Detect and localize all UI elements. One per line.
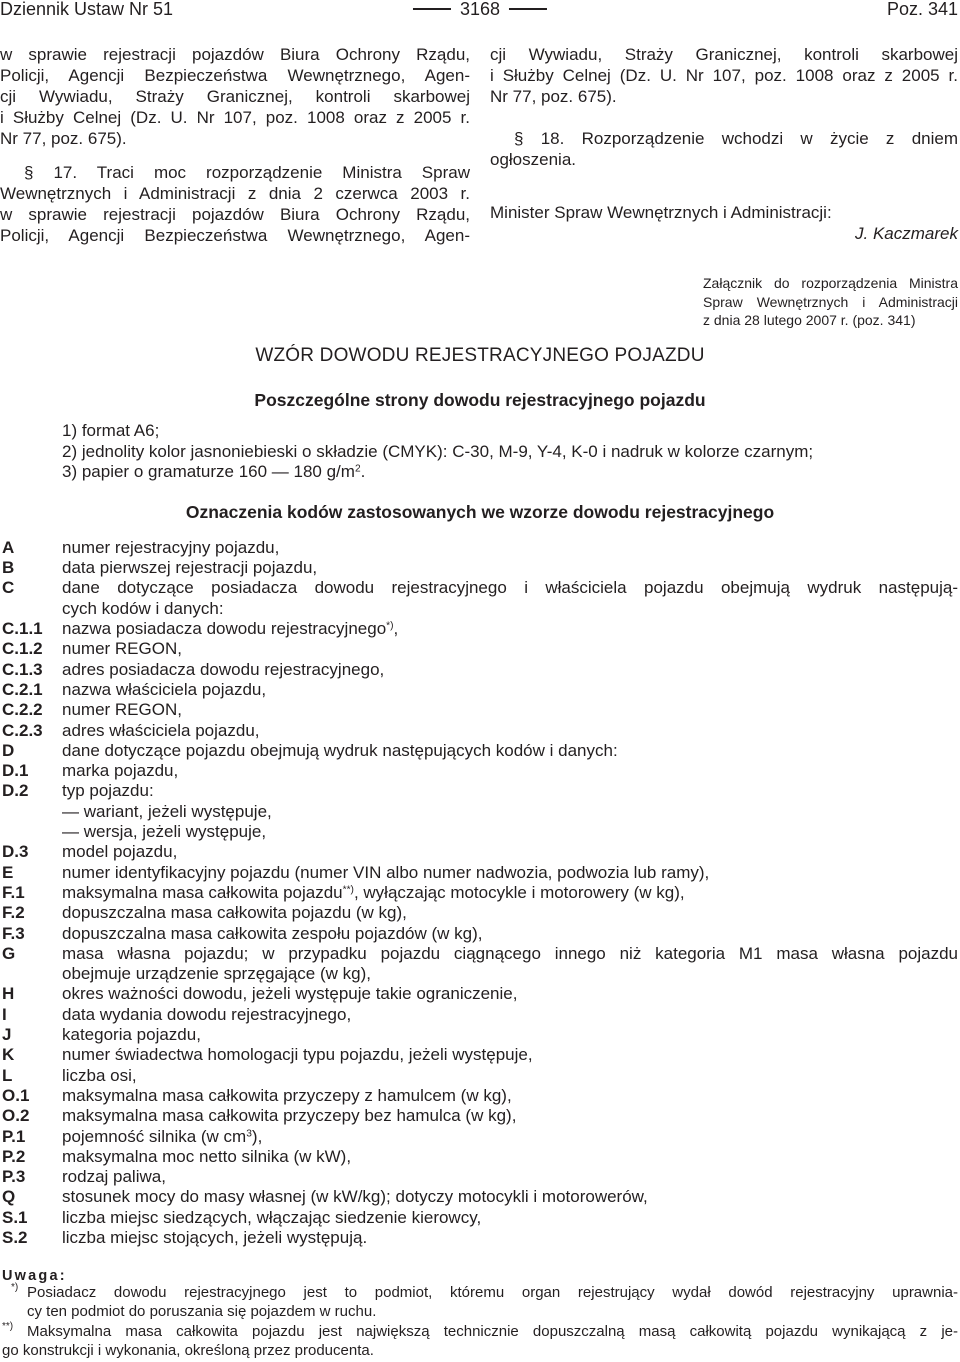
code-description: [62, 924, 958, 944]
code-description: [62, 538, 958, 558]
code-description: [62, 1187, 958, 1207]
paragraph-17: § 17. Traci moc rozporządzenie Ministra Spraw: [24, 162, 470, 182]
notes-label: Uwaga:: [2, 1268, 67, 1284]
code-description-text: adres posiadacza dowodu rejestracyjnego,: [62, 659, 385, 679]
column-right: [490, 44, 958, 244]
code-label: C.2.3: [2, 720, 43, 740]
code-item: [0, 619, 960, 639]
code-label: J: [2, 1025, 12, 1045]
code-label: C.1.1: [2, 619, 43, 639]
document-title: WZÓR DOWODU REJESTRACYJNEGO POJAZDU: [255, 345, 705, 366]
code-label: P.3: [2, 1167, 26, 1187]
position-number: Poz. 341: [886, 0, 958, 19]
code-description: [62, 1025, 958, 1045]
code-description-text: dopuszczalna masa całkowita zespołu pojazdów (w kg),: [62, 923, 483, 943]
code-item: [0, 721, 960, 741]
code-description: [62, 721, 958, 741]
page-header: [0, 0, 960, 22]
code-description: [62, 660, 958, 680]
superscript-mark: 3: [246, 1127, 252, 1139]
code-description-tail: , wyłączając motocykle i motorowery (w kg),: [353, 882, 685, 902]
code-item: [0, 842, 960, 862]
code-item: [0, 944, 960, 985]
code-description-text: stosunek mocy do masy własnej (w kW/kg); dotyczy motocykli i motorowerów,: [62, 1187, 648, 1207]
page-number-group: [413, 0, 547, 18]
code-item: [0, 700, 960, 720]
code-label: D.1: [2, 761, 29, 781]
code-description-text: numer REGON,: [62, 639, 182, 659]
text-line: i Służby Celnej (Dz. U. Nr 107, poz. 1008 oraz z 2005 r.: [490, 66, 958, 85]
code-description: [62, 700, 958, 720]
code-description: [62, 883, 958, 903]
code-item: [0, 639, 960, 659]
code-description: [62, 1228, 958, 1248]
code-label: I: [2, 1004, 7, 1024]
code-description: [62, 863, 958, 883]
code-description: [62, 639, 958, 659]
code-item: [0, 863, 960, 883]
text-line: cji Wywiadu, Straży Granicznej, kontroli skarbowej: [490, 45, 958, 64]
code-label: D: [2, 740, 15, 760]
code-description-text: — wariant, jeżeli występuje,: [62, 801, 272, 821]
annex-line: Spraw Wewnętrznych i Administracji: [703, 293, 958, 310]
code-description-text: obejmuje urządzenie sprzęgające (w kg),: [62, 964, 371, 984]
code-item: [0, 680, 960, 700]
code-item: [0, 1045, 960, 1065]
text-line: ogłoszenia.: [490, 149, 577, 169]
code-description: [62, 1127, 958, 1147]
page-number-dash-left: [413, 8, 451, 9]
code-label: G: [2, 943, 16, 963]
annex-note: [703, 274, 958, 330]
code-description-text: nazwa posiadacza dowodu rejestracyjnego: [62, 619, 387, 639]
code-item: [0, 883, 960, 903]
code-description: [62, 1106, 958, 1126]
code-description: [62, 619, 958, 639]
spec-text: 2) jednolity kolor jasnoniebieski o składzie (CMYK): C-30, M-9, Y-4, K-0 i nadruk w kolorze czarnym;: [62, 441, 814, 461]
code-description-tail: ,: [393, 619, 399, 639]
code-description: [62, 781, 958, 801]
code-label: B: [2, 558, 15, 578]
code-description: [62, 680, 958, 700]
code-description-text: nazwa właściciela pojazdu,: [62, 679, 267, 699]
footnote-line: cy ten podmiot do poruszania się pojazdem w ruchu.: [27, 1303, 377, 1320]
code-label: Q: [2, 1187, 16, 1207]
superscript-mark: **): [342, 884, 354, 896]
footnote-line: Maksymalna masa całkowita pojazdu jest największą technicznie dopuszczalną masą całkowitą pojazdu wynikającą z je-: [27, 1322, 958, 1340]
code-description-text: dane dotyczące pojazdu obejmują wydruk następujących kodów i danych:: [62, 740, 618, 760]
code-description-text: rodzaj paliwa,: [62, 1167, 166, 1187]
code-item: [0, 558, 960, 578]
code-item: [0, 1127, 960, 1147]
spec-item: [62, 421, 958, 442]
text-line: i Służby Celnej (Dz. U. Nr 107, poz. 1008 oraz z 2005 r.: [0, 108, 470, 127]
code-item: [0, 578, 960, 619]
code-label: P.1: [2, 1126, 26, 1146]
code-description-text: pojemność silnika (w cm: [62, 1126, 247, 1146]
code-label: C.2.2: [2, 700, 43, 720]
code-label: K: [2, 1045, 15, 1065]
code-description: [62, 944, 958, 964]
code-description-text: liczba miejsc siedzących, włączając siedzenie kierowcy,: [62, 1207, 482, 1227]
text-line: Wewnętrznych i Administracji z dnia 2 czerwca 2003 r.: [0, 183, 470, 203]
code-description-tail: ),: [251, 1126, 263, 1146]
code-description: [62, 964, 958, 984]
codes-heading: Oznaczenia kodów zastosowanych we wzorze dowodu rejestracyjnego: [185, 502, 775, 522]
superscript-mark: 2: [354, 463, 361, 475]
code-description: [62, 1066, 958, 1086]
code-description: [62, 761, 958, 781]
code-description-text: typ pojazdu:: [62, 781, 154, 801]
code-item: [0, 1187, 960, 1207]
code-description: [62, 1045, 958, 1065]
page-number: 3168: [459, 0, 501, 19]
spec-text-tail: .: [360, 462, 366, 481]
code-description-text: — wersja, jeżeli występuje,: [62, 822, 267, 842]
column-left: [0, 44, 470, 246]
code-description: [62, 741, 958, 761]
code-label: D.3: [2, 842, 29, 862]
code-item: [0, 781, 960, 842]
code-description: [62, 802, 958, 822]
spec-item: [62, 442, 958, 463]
footnote-mark: **): [2, 1321, 14, 1332]
code-label: C.1.2: [2, 639, 43, 659]
annex-line: Załącznik do rozporządzenia Ministra: [703, 275, 958, 291]
text-line: Policji, Agencji Bezpieczeństwa Wewnętrznego, Agen-: [0, 225, 470, 245]
code-description-text: data wydania dowodu rejestracyjnego,: [62, 1004, 352, 1024]
text-line: Nr 77, poz. 675).: [490, 87, 617, 106]
code-item: [0, 903, 960, 923]
code-description-text: marka pojazdu,: [62, 761, 179, 781]
code-description-text: okres ważności dowodu, jeżeli występuje takie ograniczenie,: [62, 984, 518, 1004]
code-description: [62, 1086, 958, 1106]
code-description: [62, 903, 958, 923]
annex-line: z dnia 28 lutego 2007 r. (poz. 341): [703, 312, 916, 328]
code-description: [62, 1167, 958, 1187]
code-description: [62, 1005, 958, 1025]
code-description: [62, 1208, 958, 1228]
code-label: E: [2, 862, 14, 882]
code-description: [62, 578, 958, 598]
code-label: C: [2, 578, 15, 598]
code-description: [62, 1147, 958, 1167]
text-line: Nr 77, poz. 675).: [0, 129, 127, 148]
code-label: O.2: [2, 1106, 30, 1126]
code-label: O.1: [2, 1085, 30, 1105]
code-description-text: maksymalna masa całkowita pojazdu: [62, 882, 343, 902]
code-description-text: dane dotyczące posiadacza dowodu rejestracyjnego i właściciela pojazdu obejmują wydruk następują-: [62, 578, 958, 598]
code-label: H: [2, 984, 15, 1004]
code-description-text: masa własna pojazdu; w przypadku pojazdu ciągnącego innego niż kategoria M1 masa własna pojazdu: [62, 943, 958, 963]
code-description: [62, 984, 958, 1004]
code-item: [0, 1208, 960, 1228]
code-label: P.2: [2, 1146, 26, 1166]
code-description-text: cych kodów i danych:: [62, 598, 224, 618]
code-label: C.1.3: [2, 659, 43, 679]
text-line: Policji, Agencji Bezpieczeństwa Wewnętrznego, Agen-: [0, 66, 470, 85]
code-item: [0, 1025, 960, 1045]
code-description: [62, 599, 958, 619]
text-line: cji Wywiadu, Straży Granicznej, kontroli skarbowej: [0, 87, 470, 106]
signature-name: J. Kaczmarek: [855, 223, 958, 243]
code-label: F.2: [2, 903, 25, 923]
code-description-text: model pojazdu,: [62, 842, 178, 862]
code-label: S.1: [2, 1207, 28, 1227]
code-description: [62, 822, 958, 842]
text-line: w sprawie rejestracji pojazdów Biura Ochrony Rządu,: [0, 45, 470, 64]
code-description-text: dopuszczalna masa całkowita pojazdu (w kg),: [62, 903, 407, 923]
code-item: [0, 924, 960, 944]
code-label: F.3: [2, 923, 25, 943]
code-item: [0, 660, 960, 680]
page-number-dash-right: [509, 8, 547, 9]
text-line: w sprawie rejestracji pojazdów Biura Ochrony Rządu,: [0, 204, 470, 224]
superscript-mark: *): [386, 620, 394, 632]
code-item: [0, 1228, 960, 1248]
spec-text: 1) format A6;: [62, 421, 160, 440]
code-item: [0, 984, 960, 1004]
footnote-line: go konstrukcji i wykonania, określoną przez producenta.: [2, 1342, 374, 1359]
code-label: L: [2, 1065, 13, 1085]
code-description-text: maksymalna masa całkowita przyczepy bez hamulca (w kg),: [62, 1106, 517, 1126]
code-description-text: liczba osi,: [62, 1065, 137, 1085]
code-item: [0, 1086, 960, 1106]
code-item: [0, 1066, 960, 1086]
code-description-text: numer REGON,: [62, 700, 182, 720]
code-item: [0, 741, 960, 761]
code-item: [0, 1167, 960, 1187]
code-description-text: kategoria pojazdu,: [62, 1025, 201, 1045]
specs-list: [62, 421, 958, 483]
code-description-text: numer świadectwa homologacji typu pojazdu, jeżeli występuje,: [62, 1045, 533, 1065]
footnote-mark: *): [11, 1282, 19, 1293]
code-item: [0, 538, 960, 558]
code-item: [0, 1005, 960, 1025]
signature-title: Minister Spraw Wewnętrznych i Administracji:: [490, 202, 832, 222]
code-description: [62, 558, 958, 578]
section-subtitle: Poszczególne strony dowodu rejestracyjnego pojazdu: [254, 390, 706, 410]
code-label: F.1: [2, 882, 25, 902]
spec-text: 3) papier o gramaturze 160 — 180 g/m: [62, 462, 355, 481]
code-description-text: maksymalna masa całkowita przyczepy z hamulcem (w kg),: [62, 1085, 512, 1105]
code-label: C.2.1: [2, 679, 43, 699]
code-item: [0, 761, 960, 781]
code-label: D.2: [2, 781, 29, 801]
code-description-text: maksymalna moc netto silnika (w kW),: [62, 1146, 352, 1166]
code-description-text: data pierwszej rejestracji pojazdu,: [62, 558, 318, 578]
code-item: [0, 1106, 960, 1126]
code-label: A: [2, 537, 15, 557]
code-description-text: numer rejestracyjny pojazdu,: [62, 537, 280, 557]
code-label: S.2: [2, 1228, 28, 1248]
journal-title: Dziennik Ustaw Nr 51: [0, 0, 174, 19]
code-description-text: numer identyfikacyjny pojazdu (numer VIN albo numer nadwozia, podwozia lub ramy),: [62, 862, 710, 882]
spec-item: [62, 462, 958, 483]
code-item: [0, 1147, 960, 1167]
codes-list: [0, 538, 960, 1250]
paragraph-18: § 18. Rozporządzenie wchodzi w życie z dniem: [514, 128, 958, 148]
code-description-text: adres właściciela pojazdu,: [62, 720, 260, 740]
code-description: [62, 842, 958, 862]
footnote-line: Posiadacz dowodu rejestracyjnego jest to podmiot, któremu organ rejestrujący wydał dowód rejestracyjny uprawnia-: [27, 1283, 958, 1301]
code-description-text: liczba miejsc stojących, jeżeli występują.: [62, 1228, 368, 1248]
